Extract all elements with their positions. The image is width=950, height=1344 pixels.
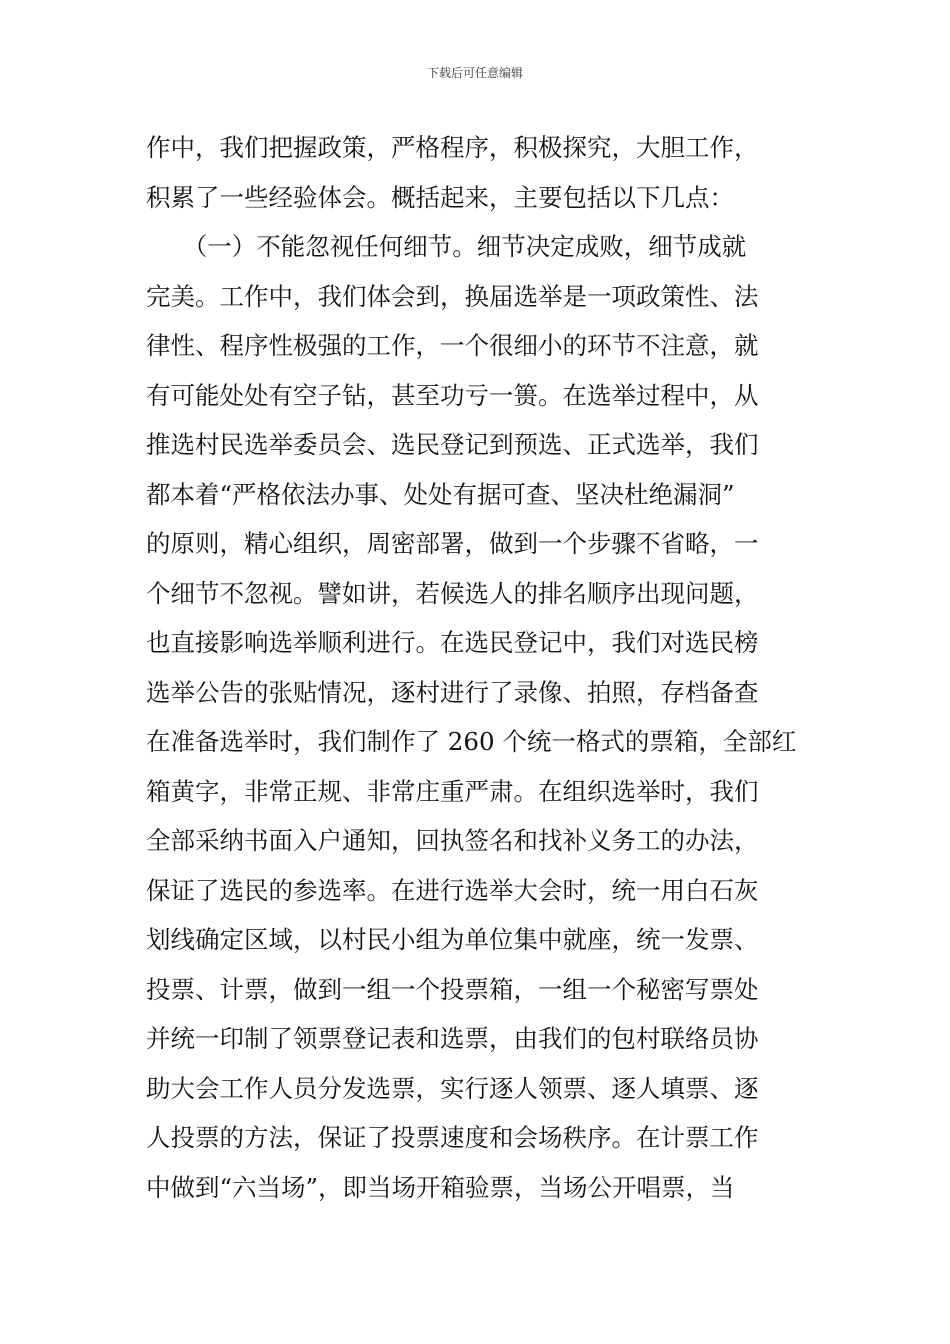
text-line: 作中，我们把握政策，严格程序，积极探究，大胆工作，: [146, 133, 759, 162]
text-line: 选举公告的张贴情况，逐村进行了录像、拍照，存档备查: [146, 677, 759, 707]
text-line: 在准备选举时，我们制作了 260 个统一格式的票箱，全部红: [146, 727, 797, 756]
text-line: 推选村民选举委员会、选民登记到预选、正式选举，我们: [146, 430, 759, 459]
text-line: 助大会工作人员分发选票，实行逐人领票、逐人填票、逐: [146, 1073, 759, 1103]
text-line: 也直接影响选举顺利进行。在选民登记中，我们对选民榜: [146, 628, 759, 657]
text-line: 都本着“严格依法办事、处处有据可查、坚决杜绝漏洞”: [146, 479, 735, 509]
text-line: 积累了一些经验体会。概括起来，主要包括以下几点：: [146, 182, 734, 212]
text-line: 的原则，精心组织，周密部署，做到一个步骤不省略，一: [146, 529, 759, 558]
text-line: 中做到“六当场”，即当场开箱验票，当场公开唱票，当: [146, 1172, 735, 1202]
text-line: 人投票的方法，保证了投票速度和会场秩序。在计票工作: [146, 1123, 759, 1152]
text-line: （一）不能忽视任何细节。细节决定成败，细节成就: [146, 232, 747, 261]
text-line: 箱黄字，非常正规、非常庄重严肃。在组织选举时，我们: [146, 776, 759, 806]
text-line: 全部采纳书面入户通知，回执签名和找补义务工的办法，: [146, 826, 759, 855]
text-line: 律性、程序性极强的工作，一个很细小的环节不注意，就: [146, 331, 759, 360]
text-line: 有可能处处有空子钻，甚至功亏一篑。在选举过程中，从: [146, 380, 759, 410]
document-body: [146, 128, 816, 1217]
text-line: 划线确定区域，以村民小组为单位集中就座，统一发票、: [146, 925, 759, 954]
text-line: 并统一印制了领票登记表和选票，由我们的包村联络员协: [146, 1024, 759, 1053]
text-line: 投票、计票，做到一组一个投票箱，一组一个秘密写票处: [146, 974, 759, 1004]
text-line: 保证了选民的参选率。在进行选举大会时，统一用白石灰: [146, 875, 759, 905]
page-header-note: 下载后可任意编辑: [426, 66, 523, 80]
text-line: 个细节不忽视。譬如讲，若候选人的排名顺序出现问题，: [146, 578, 759, 608]
text-line: 完美。工作中，我们体会到，换届选举是一项政策性、法: [146, 281, 759, 311]
